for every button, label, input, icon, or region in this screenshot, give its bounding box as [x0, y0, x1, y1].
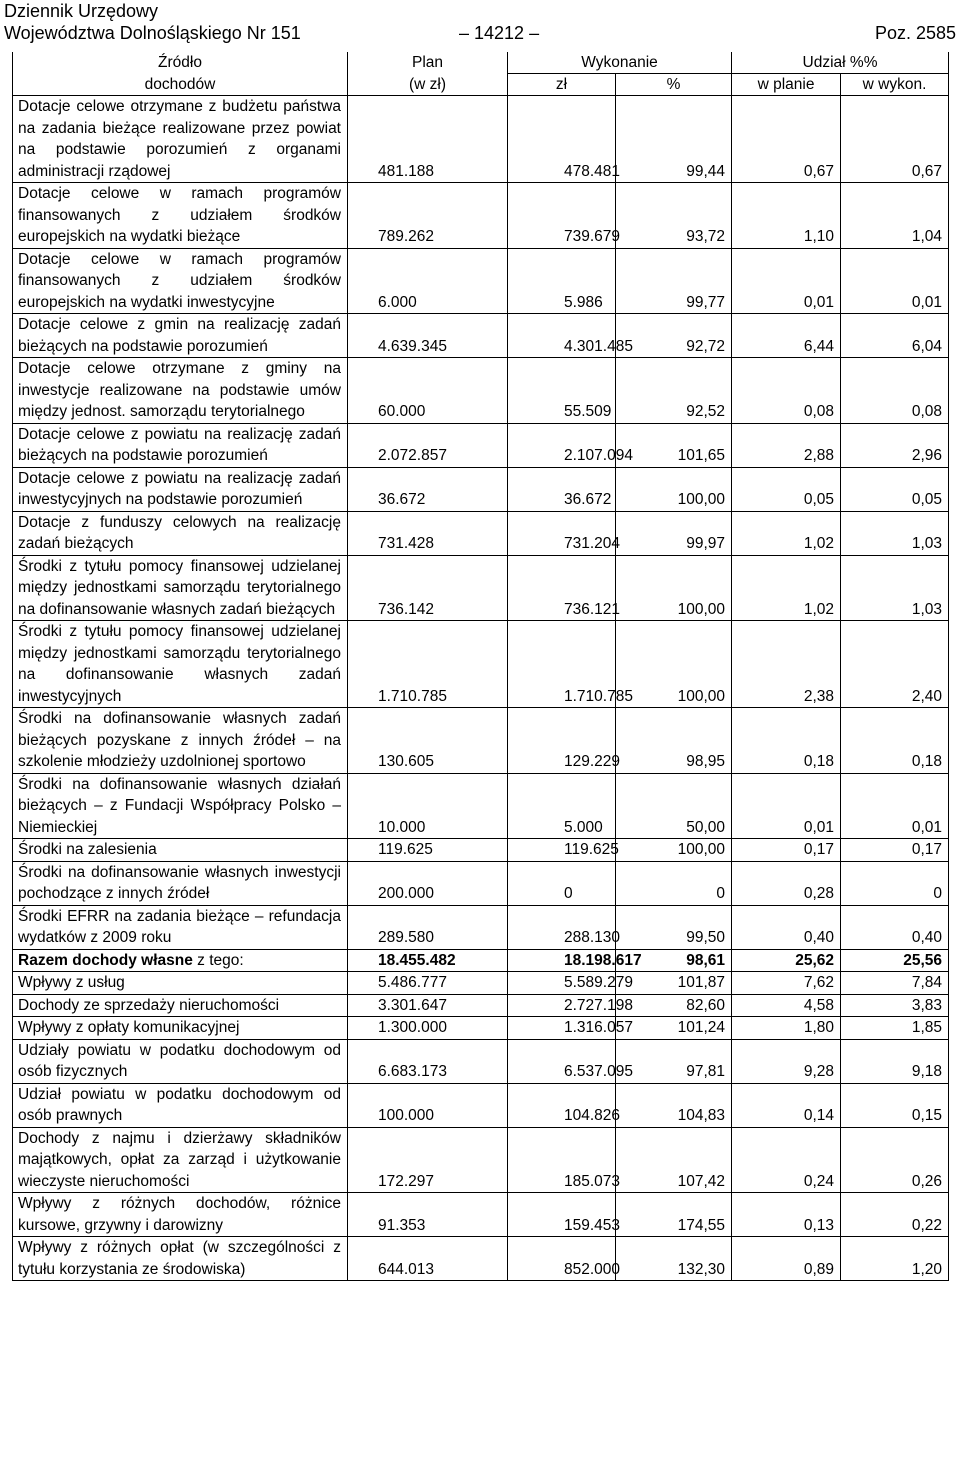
row-plan: 10.000 — [348, 773, 508, 839]
row-execution-pct: 0 — [616, 861, 732, 905]
row-plan: 6.683.173 — [348, 1039, 508, 1083]
header-share-plan: w planie — [732, 74, 841, 96]
row-execution-zl: 159.453 — [508, 1193, 616, 1237]
table-row — [13, 358, 949, 424]
row-source-name: Udziały powiatu w podatku dochodowym od osób fizycznych — [13, 1039, 348, 1083]
row-share-exec: 1,03 — [841, 555, 949, 621]
row-execution-zl: 18.198.617 — [508, 949, 616, 972]
row-source-name: Dotacje celowe otrzymane z budżetu państwa na zadania bieżące realizowane przez powiat na podstawie porozumień z organami administracji rządowej — [13, 96, 348, 183]
row-execution-zl: 852.000 — [508, 1237, 616, 1281]
row-share-exec: 0,15 — [841, 1083, 949, 1127]
row-plan: 172.297 — [348, 1127, 508, 1193]
row-plan: 4.639.345 — [348, 314, 508, 358]
header-plan: Plan — [348, 52, 508, 74]
row-source-name — [13, 949, 348, 972]
row-source-name: Środki z tytułu pomocy finansowej udzielanej między jednostkami samorządu terytorialnego na dofinansowanie własnych zadań bieżących — [13, 555, 348, 621]
row-share-plan: 0,01 — [732, 248, 841, 314]
row-execution-zl: 1.710.785 — [508, 621, 616, 708]
row-execution-pct: 50,00 — [616, 773, 732, 839]
journal-issue: Województwa Dolnośląskiego Nr 151 — [4, 23, 301, 43]
header-execution-pct: % — [616, 74, 732, 96]
table-row — [13, 183, 949, 249]
row-execution-pct: 132,30 — [616, 1237, 732, 1281]
row-share-exec: 1,85 — [841, 1017, 949, 1040]
row-share-exec: 3,83 — [841, 994, 949, 1017]
row-plan: 1.710.785 — [348, 621, 508, 708]
row-share-plan: 0,08 — [732, 358, 841, 424]
row-source-name: Dotacje celowe otrzymane z gminy na inwestycje realizowane na podstawie umów między jednost. samorządu terytorialnego — [13, 358, 348, 424]
row-share-exec: 7,84 — [841, 972, 949, 995]
row-share-exec: 1,04 — [841, 183, 949, 249]
row-plan: 130.605 — [348, 708, 508, 774]
row-source-name: Dotacje celowe z powiatu na realizację zadań inwestycyjnych na podstawie porozumień — [13, 467, 348, 511]
header-share: Udział %% — [732, 52, 949, 74]
table-row — [13, 1127, 949, 1193]
row-execution-zl: 5.589.279 — [508, 972, 616, 995]
row-execution-zl: 104.826 — [508, 1083, 616, 1127]
row-execution-pct: 99,50 — [616, 905, 732, 949]
row-execution-pct: 107,42 — [616, 1127, 732, 1193]
row-plan: 1.300.000 — [348, 1017, 508, 1040]
row-plan: 6.000 — [348, 248, 508, 314]
row-execution-pct: 98,95 — [616, 708, 732, 774]
row-share-plan: 25,62 — [732, 949, 841, 972]
header-plan-sub: (w zł) — [348, 74, 508, 96]
row-execution-zl: 4.301.485 — [508, 314, 616, 358]
row-source-name: Dotacje z funduszy celowych na realizację zadań bieżących — [13, 511, 348, 555]
table-row — [13, 972, 949, 995]
header-execution: Wykonanie — [508, 52, 732, 74]
row-execution-pct: 99,77 — [616, 248, 732, 314]
row-plan: 91.353 — [348, 1193, 508, 1237]
table-row — [13, 1039, 949, 1083]
row-share-exec: 0,05 — [841, 467, 949, 511]
row-share-plan: 0,14 — [732, 1083, 841, 1127]
row-share-exec: 1,03 — [841, 511, 949, 555]
position-number: Poz. 2585 — [874, 23, 956, 43]
row-share-plan: 1,80 — [732, 1017, 841, 1040]
row-source-name: Wpływy z różnych opłat (w szczególności z tytułu korzystania ze środowiska) — [13, 1237, 348, 1281]
header-execution-zl: zł — [508, 74, 616, 96]
row-share-plan: 2,88 — [732, 423, 841, 467]
row-execution-pct: 99,97 — [616, 511, 732, 555]
row-plan: 100.000 — [348, 1083, 508, 1127]
row-source-name: Dochody ze sprzedaży nieruchomości — [13, 994, 348, 1017]
row-source-name: Środki z tytułu pomocy finansowej udzielanej między jednostkami samorządu terytorialnego na dofinansowanie własnych zadań inwestycyjnych — [13, 621, 348, 708]
row-execution-zl: 731.204 — [508, 511, 616, 555]
row-share-exec: 0,26 — [841, 1127, 949, 1193]
table-row — [13, 1083, 949, 1127]
row-execution-pct: 99,44 — [616, 96, 732, 183]
row-share-exec: 0,01 — [841, 773, 949, 839]
row-source-name: Środki na dofinansowanie własnych inwestycji pochodzące z innych źródeł — [13, 861, 348, 905]
row-plan: 5.486.777 — [348, 972, 508, 995]
row-share-plan: 0,67 — [732, 96, 841, 183]
row-execution-zl: 2.727.198 — [508, 994, 616, 1017]
table-row — [13, 1017, 949, 1040]
row-source-name: Środki na zalesienia — [13, 839, 348, 862]
table-row — [13, 96, 949, 183]
table-row — [13, 248, 949, 314]
table-row — [13, 994, 949, 1017]
row-share-exec: 25,56 — [841, 949, 949, 972]
row-plan: 3.301.647 — [348, 994, 508, 1017]
row-execution-pct: 101,87 — [616, 972, 732, 995]
row-execution-pct: 92,72 — [616, 314, 732, 358]
page-number: – 14212 – — [459, 23, 540, 43]
row-share-exec: 9,18 — [841, 1039, 949, 1083]
row-share-exec: 0,18 — [841, 708, 949, 774]
row-plan: 2.072.857 — [348, 423, 508, 467]
row-share-plan: 1,10 — [732, 183, 841, 249]
row-source-name: Środki na dofinansowanie własnych zadań bieżących pozyskane z innych źródeł – na szkolenie młodzieży uzdolnionej sportowo — [13, 708, 348, 774]
row-execution-zl: 55.509 — [508, 358, 616, 424]
table-row — [13, 1193, 949, 1237]
table-row — [13, 773, 949, 839]
row-execution-zl: 5.986 — [508, 248, 616, 314]
row-source-name-bold: Razem dochody własne — [18, 951, 193, 969]
row-execution-zl: 129.229 — [508, 708, 616, 774]
table-row — [13, 423, 949, 467]
row-share-plan: 0,24 — [732, 1127, 841, 1193]
row-plan: 289.580 — [348, 905, 508, 949]
row-plan: 736.142 — [348, 555, 508, 621]
row-share-plan: 0,17 — [732, 839, 841, 862]
row-share-plan: 1,02 — [732, 511, 841, 555]
row-share-exec: 2,96 — [841, 423, 949, 467]
row-execution-pct: 100,00 — [616, 555, 732, 621]
row-share-exec: 0,40 — [841, 905, 949, 949]
row-share-plan: 0,13 — [732, 1193, 841, 1237]
row-source-name: Wpływy z usług — [13, 972, 348, 995]
row-execution-pct: 98,61 — [616, 949, 732, 972]
table-row — [13, 511, 949, 555]
row-source-name: Dotacje celowe w ramach programów finansowanych z udziałem środków europejskich na wydatki bieżące — [13, 183, 348, 249]
row-share-exec: 6,04 — [841, 314, 949, 358]
row-plan: 200.000 — [348, 861, 508, 905]
row-execution-pct: 101,24 — [616, 1017, 732, 1040]
row-execution-zl: 36.672 — [508, 467, 616, 511]
row-share-plan: 6,44 — [732, 314, 841, 358]
table-row — [13, 708, 949, 774]
header-source-sub: dochodów — [13, 74, 348, 96]
row-share-plan: 4,58 — [732, 994, 841, 1017]
row-source-name: Wpływy z opłaty komunikacyjnej — [13, 1017, 348, 1040]
row-share-plan: 0,40 — [732, 905, 841, 949]
row-share-exec: 0 — [841, 861, 949, 905]
row-share-plan: 0,01 — [732, 773, 841, 839]
journal-title: Dziennik Urzędowy — [4, 1, 159, 21]
table-row — [13, 861, 949, 905]
row-share-plan: 0,28 — [732, 861, 841, 905]
row-plan: 789.262 — [348, 183, 508, 249]
row-execution-pct: 100,00 — [616, 467, 732, 511]
row-source-name: Dotacje celowe w ramach programów finansowanych z udziałem środków europejskich na wydatki inwestycyjne — [13, 248, 348, 314]
row-source-name: Dochody z najmu i dzierżawy składników majątkowych, opłat za zarząd i użytkowanie wieczyste nieruchomości — [13, 1127, 348, 1193]
row-source-name: Wpływy z różnych dochodów, różnice kursowe, grzywny i darowizny — [13, 1193, 348, 1237]
row-execution-zl: 185.073 — [508, 1127, 616, 1193]
row-source-name-suffix: z tego: — [192, 951, 244, 969]
row-share-plan: 9,28 — [732, 1039, 841, 1083]
table-row — [13, 839, 949, 862]
row-source-name: Środki na dofinansowanie własnych działań bieżących – z Fundacji Współpracy Polsko – Niemieckiej — [13, 773, 348, 839]
row-execution-pct: 92,52 — [616, 358, 732, 424]
row-plan: 119.625 — [348, 839, 508, 862]
row-source-name: Dotacje celowe z gmin na realizację zadań bieżących na podstawie porozumień — [13, 314, 348, 358]
row-share-exec: 0,08 — [841, 358, 949, 424]
row-plan: 18.455.482 — [348, 949, 508, 972]
row-plan: 60.000 — [348, 358, 508, 424]
row-execution-pct: 93,72 — [616, 183, 732, 249]
row-plan: 481.188 — [348, 96, 508, 183]
row-source-name: Dotacje celowe z powiatu na realizację zadań bieżących na podstawie porozumień — [13, 423, 348, 467]
table-row — [13, 1237, 949, 1281]
row-execution-zl: 6.537.095 — [508, 1039, 616, 1083]
row-source-name: Udział powiatu w podatku dochodowym od osób prawnych — [13, 1083, 348, 1127]
row-share-plan: 0,05 — [732, 467, 841, 511]
row-execution-pct: 97,81 — [616, 1039, 732, 1083]
row-execution-zl: 478.481 — [508, 96, 616, 183]
header-source: Źródło — [13, 52, 348, 74]
row-execution-zl: 288.130 — [508, 905, 616, 949]
table-row — [13, 949, 949, 972]
row-execution-pct: 101,65 — [616, 423, 732, 467]
row-plan: 731.428 — [348, 511, 508, 555]
row-share-exec: 1,20 — [841, 1237, 949, 1281]
row-share-exec: 0,22 — [841, 1193, 949, 1237]
row-execution-pct: 100,00 — [616, 839, 732, 862]
row-execution-zl: 1.316.057 — [508, 1017, 616, 1040]
row-execution-zl: 2.107.094 — [508, 423, 616, 467]
row-share-plan: 1,02 — [732, 555, 841, 621]
header-share-exec: w wykon. — [841, 74, 949, 96]
row-execution-zl: 736.121 — [508, 555, 616, 621]
row-execution-zl: 119.625 — [508, 839, 616, 862]
row-execution-zl: 739.679 — [508, 183, 616, 249]
row-share-exec: 0,01 — [841, 248, 949, 314]
table-row — [13, 467, 949, 511]
income-table — [12, 52, 949, 1281]
row-execution-zl: 0 — [508, 861, 616, 905]
row-share-plan: 0,89 — [732, 1237, 841, 1281]
row-execution-pct: 82,60 — [616, 994, 732, 1017]
table-row — [13, 621, 949, 708]
row-share-exec: 2,40 — [841, 621, 949, 708]
row-share-plan: 7,62 — [732, 972, 841, 995]
row-execution-zl: 5.000 — [508, 773, 616, 839]
row-execution-pct: 174,55 — [616, 1193, 732, 1237]
row-share-exec: 0,67 — [841, 96, 949, 183]
row-share-plan: 0,18 — [732, 708, 841, 774]
row-share-exec: 0,17 — [841, 839, 949, 862]
table-row — [13, 905, 949, 949]
row-plan: 644.013 — [348, 1237, 508, 1281]
row-source-name: Środki EFRR na zadania bieżące – refundacja wydatków z 2009 roku — [13, 905, 348, 949]
row-execution-pct: 100,00 — [616, 621, 732, 708]
row-plan: 36.672 — [348, 467, 508, 511]
table-row — [13, 555, 949, 621]
table-row — [13, 314, 949, 358]
row-share-plan: 2,38 — [732, 621, 841, 708]
row-execution-pct: 104,83 — [616, 1083, 732, 1127]
